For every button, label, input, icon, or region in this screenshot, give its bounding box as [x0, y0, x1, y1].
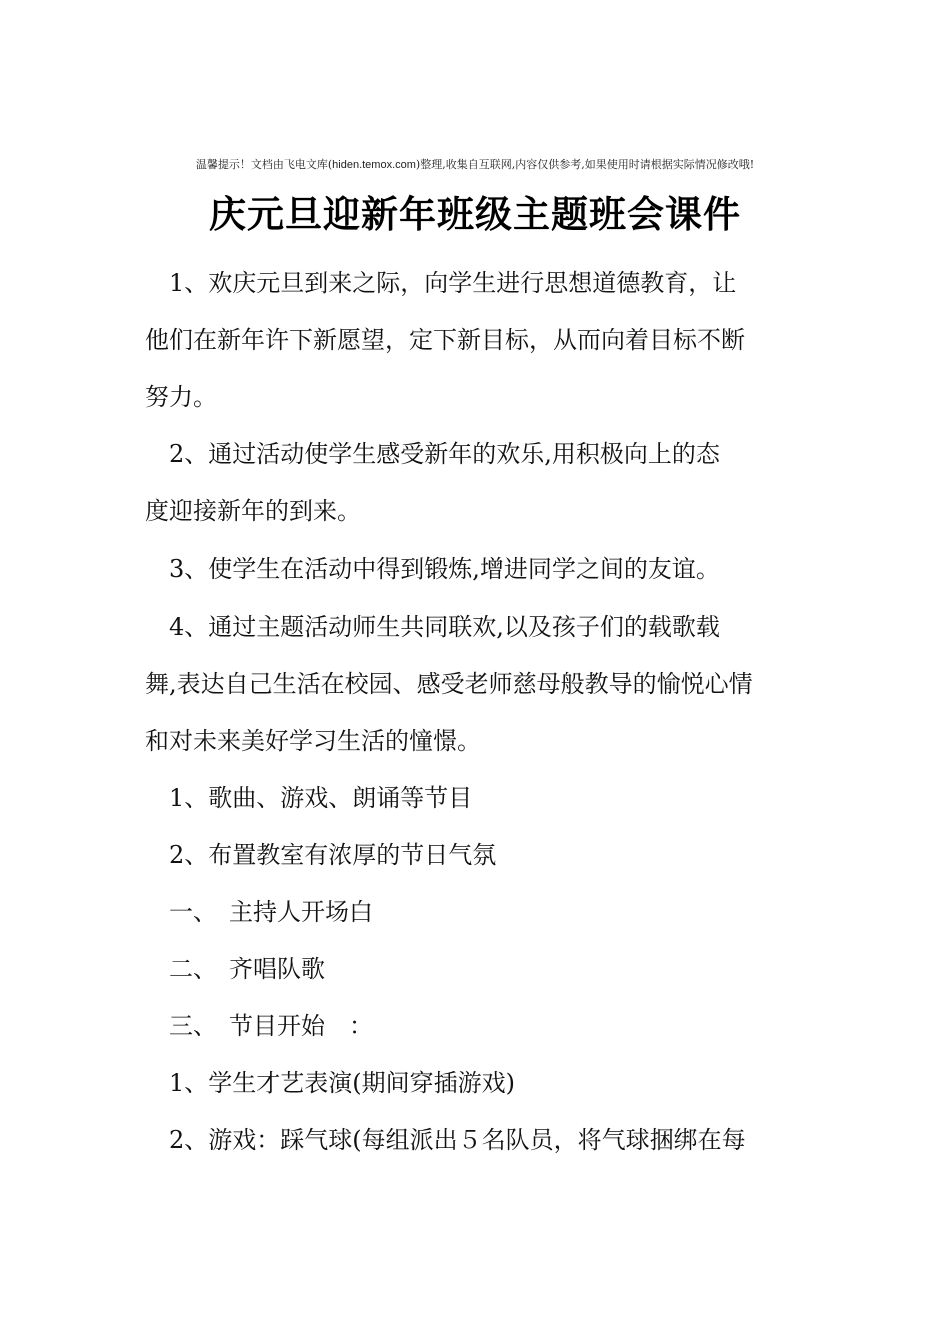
body-line: 1、歌曲、游戏、朗诵等节目	[145, 784, 473, 812]
body-line: 1、学生才艺表演(期间穿插游戏)	[145, 1069, 515, 1097]
body-line: 3、使学生在活动中得到锻炼,增进同学之间的友谊。	[145, 555, 720, 583]
body-line: 三、 节目开始 ：	[145, 1012, 373, 1040]
body-line: 度迎接新年的到来。	[145, 497, 361, 525]
body-line: 二、 齐唱队歌	[145, 955, 325, 983]
body-line: 2、布置教室有浓厚的节日气氛	[145, 841, 497, 869]
body-line: 和对未来美好学习生活的憧憬。	[145, 727, 481, 755]
body-line: 舞,表达自己生活在校园、感受老师慈母般教导的愉悦心情	[145, 670, 753, 698]
body-line: 他们在新年许下新愿望，定下新目标，从而向着目标不断	[145, 326, 745, 354]
body-line: 2、游戏：踩气球(每组派出５名队员，将气球捆绑在每	[145, 1126, 746, 1154]
body-line: 2、通过活动使学生感受新年的欢乐,用积极向上的态	[145, 440, 720, 468]
body-line: 努力。	[145, 383, 217, 411]
notice-suffix: )整理,收集自互联网,内容仅供参考,如果使用时请根据实际情况修改哦!	[415, 158, 755, 171]
body-line: 一、 主持人开场白	[145, 898, 373, 926]
header-notice	[0, 157, 950, 173]
body-line: 1、欢庆元旦到来之际，向学生进行思想道德教育，让	[145, 269, 737, 297]
page-title: 庆元旦迎新年班级主题班会课件	[209, 193, 741, 236]
notice-prefix: 温馨提示！文档由飞电文库(	[195, 158, 333, 171]
notice-site: hiden.temox.com	[332, 159, 416, 171]
body-line: 4、通过主题活动师生共同联欢,以及孩子们的载歌载	[145, 613, 720, 641]
